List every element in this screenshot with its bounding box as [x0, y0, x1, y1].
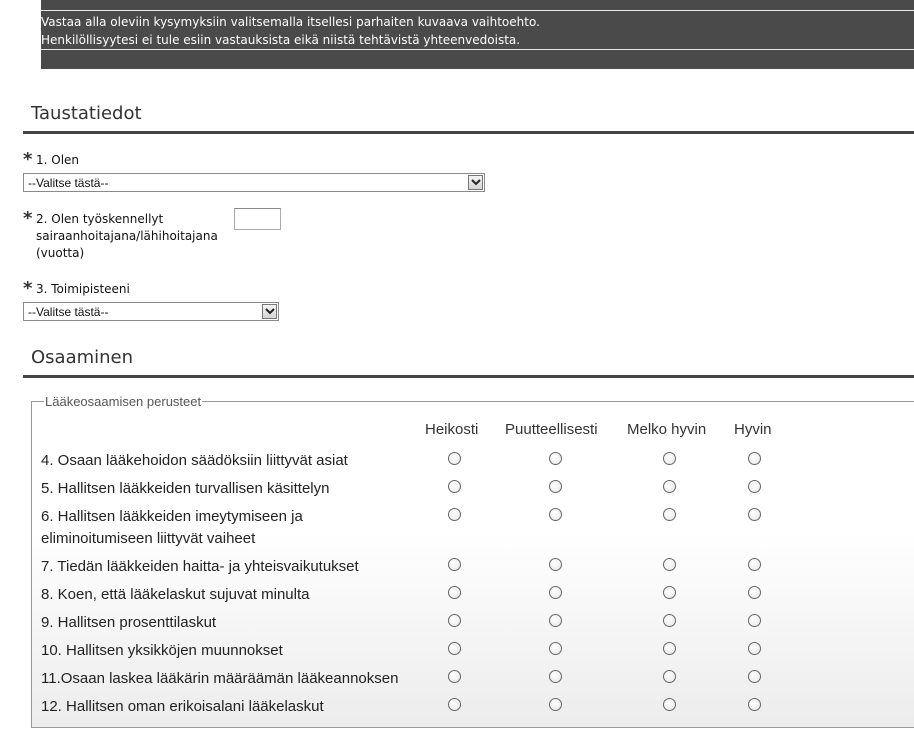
- medication-basics-legend: Lääkeosaamisen perusteet: [45, 394, 202, 409]
- question-2-years-input[interactable]: [234, 208, 281, 230]
- question-2-label-line-2: sairaanhoitajana/lähihoitajana: [36, 229, 218, 243]
- question-1-select-arrow[interactable]: [468, 175, 483, 190]
- banner-line-2: Henkilöllisyytesi ei tule esiin vastauksista eikä niistä tehtävistä yhteenvedoista.: [41, 33, 521, 47]
- radio-q5-option-2[interactable]: [549, 480, 562, 493]
- question-11-label-line-1: 11.Osaan laskea lääkärin määräämän lääkeannoksen: [41, 670, 399, 687]
- banner-text: [41, 13, 540, 49]
- radio-q10-option-3[interactable]: [663, 642, 676, 655]
- radio-q10-option-2[interactable]: [549, 642, 562, 655]
- question-1-select-value: --Valitse tästä--: [28, 176, 109, 190]
- question-7-label-line-1: 7. Tiedän lääkkeiden haitta- ja yhteisvaikutukset: [41, 558, 359, 575]
- radio-q11-option-2[interactable]: [549, 670, 562, 683]
- radio-q8-option-4[interactable]: [748, 586, 761, 599]
- chevron-down-icon: [265, 308, 275, 315]
- question-10-label: [41, 640, 421, 662]
- radio-q5-option-1[interactable]: [448, 480, 461, 493]
- section-rule-skills: [23, 375, 914, 378]
- banner-line-1: Vastaa alla oleviin kysymyksiin valitsemalla itsellesi parhaiten kuvaava vaihtoehto.: [41, 15, 540, 29]
- question-6-label-line-1: 6. Hallitsen lääkkeiden imeytymiseen ja: [41, 508, 303, 525]
- question-3-label: 3. Toimipisteeni: [36, 282, 130, 296]
- radio-q9-option-4[interactable]: [748, 614, 761, 627]
- question-7-label: [41, 556, 421, 578]
- radio-q11-option-1[interactable]: [448, 670, 461, 683]
- question-6-label-line-2: eliminoitumiseen liittyvät vaiheet: [41, 530, 256, 547]
- question-12-label-line-1: 12. Hallitsen oman erikoisalani lääkelaskut: [41, 698, 324, 715]
- radio-q7-option-1[interactable]: [448, 558, 461, 571]
- section-rule-background: [23, 131, 914, 134]
- radio-q11-option-3[interactable]: [663, 670, 676, 683]
- question-1-select[interactable]: [23, 173, 485, 192]
- radio-q6-option-3[interactable]: [663, 508, 676, 521]
- radio-q7-option-4[interactable]: [748, 558, 761, 571]
- banner-rule-bottom: [41, 49, 914, 50]
- question-2-label: [36, 211, 218, 262]
- question-3-select-arrow[interactable]: [262, 304, 277, 319]
- instructions-banner: [41, 0, 914, 69]
- question-9-label: [41, 612, 421, 634]
- question-12-label: [41, 696, 421, 718]
- required-star-q1: *: [23, 149, 33, 170]
- radio-q9-option-1[interactable]: [448, 614, 461, 627]
- radio-q7-option-3[interactable]: [663, 558, 676, 571]
- radio-q12-option-2[interactable]: [549, 698, 562, 711]
- radio-q10-option-4[interactable]: [748, 642, 761, 655]
- column-header-2: Puutteellisesti: [505, 421, 598, 438]
- question-1-label: 1. Olen: [36, 153, 80, 167]
- question-5-label: [41, 478, 421, 500]
- required-star-q2: *: [23, 208, 33, 229]
- banner-rule-top: [41, 10, 914, 11]
- radio-q11-option-4[interactable]: [748, 670, 761, 683]
- radio-q12-option-3[interactable]: [663, 698, 676, 711]
- question-5-label-line-1: 5. Hallitsen lääkkeiden turvallisen käsittelyn: [41, 480, 330, 497]
- column-header-3: Melko hyvin: [627, 421, 707, 438]
- radio-q5-option-3[interactable]: [663, 480, 676, 493]
- question-8-label: [41, 584, 421, 606]
- radio-q9-option-2[interactable]: [549, 614, 562, 627]
- radio-q6-option-4[interactable]: [748, 508, 761, 521]
- question-10-label-line-1: 10. Hallitsen yksikköjen muunnokset: [41, 642, 283, 659]
- section-title-skills: Osaaminen: [31, 347, 134, 368]
- question-4-label: [41, 450, 421, 472]
- question-11-label: [41, 668, 421, 690]
- question-3-select-value: --Valitse tästä--: [28, 305, 109, 319]
- question-6-label: [41, 506, 421, 550]
- radio-q12-option-1[interactable]: [448, 698, 461, 711]
- radio-q10-option-1[interactable]: [448, 642, 461, 655]
- radio-q4-option-4[interactable]: [748, 452, 761, 465]
- question-4-label-line-1: 4. Osaan lääkehoidon säädöksiin liittyvät asiat: [41, 452, 348, 469]
- section-title-background: Taustatiedot: [31, 103, 142, 124]
- column-header-1: Heikosti: [425, 421, 479, 438]
- radio-q4-option-2[interactable]: [549, 452, 562, 465]
- radio-q8-option-2[interactable]: [549, 586, 562, 599]
- radio-q6-option-1[interactable]: [448, 508, 461, 521]
- chevron-down-icon: [471, 179, 481, 186]
- radio-q8-option-3[interactable]: [663, 586, 676, 599]
- question-2-label-line-1: 2. Olen työskennellyt: [36, 212, 164, 226]
- radio-q9-option-3[interactable]: [663, 614, 676, 627]
- radio-q4-option-1[interactable]: [448, 452, 461, 465]
- radio-q4-option-3[interactable]: [663, 452, 676, 465]
- column-header-4: Hyvin: [734, 421, 772, 438]
- required-star-q3: *: [23, 278, 33, 299]
- radio-q6-option-2[interactable]: [549, 508, 562, 521]
- question-2-label-line-3: (vuotta): [36, 246, 85, 260]
- question-8-label-line-1: 8. Koen, että lääkelaskut sujuvat minulta: [41, 586, 310, 603]
- question-3-select[interactable]: [23, 302, 279, 321]
- radio-q7-option-2[interactable]: [549, 558, 562, 571]
- radio-q5-option-4[interactable]: [748, 480, 761, 493]
- radio-q8-option-1[interactable]: [448, 586, 461, 599]
- question-9-label-line-1: 9. Hallitsen prosenttilaskut: [41, 614, 217, 631]
- radio-q12-option-4[interactable]: [748, 698, 761, 711]
